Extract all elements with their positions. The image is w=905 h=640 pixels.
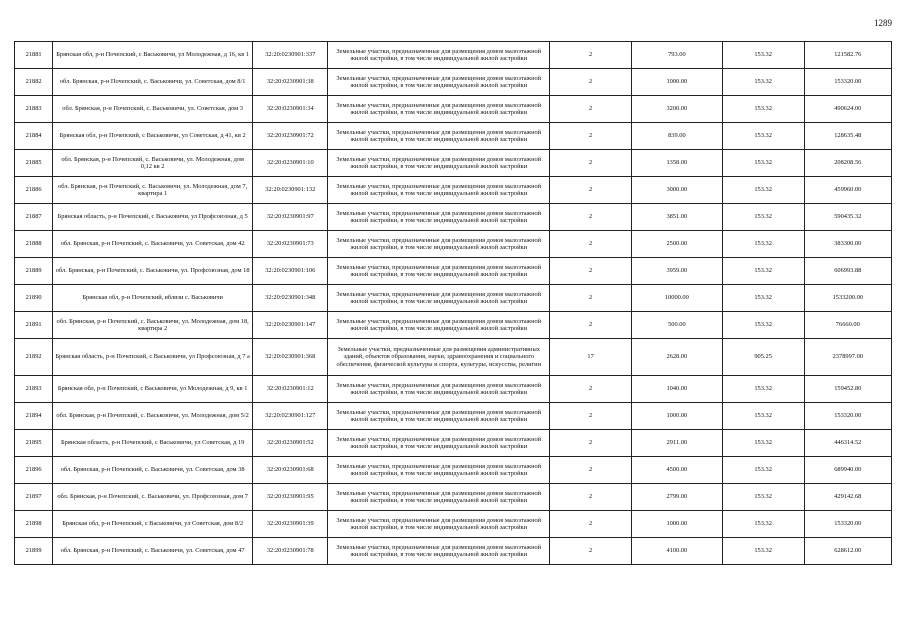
page-number: 1289: [874, 18, 892, 28]
cadastral-value-cell: 459960.00: [804, 177, 891, 204]
use-group-cell: 2: [550, 96, 632, 123]
cadastral-number-cell: 32:20:0230901:78: [253, 538, 328, 565]
row-number-cell: 21894: [15, 403, 53, 430]
address-cell: обл. Брянская, р-н Почепский, с. Васьковичи, ул. Молодежная, дом 5/2: [53, 403, 253, 430]
row-number-cell: 21899: [15, 538, 53, 565]
cadastral-value-cell: 590435.32: [804, 204, 891, 231]
address-cell: обл. Брянская, р-н Почепский, с. Васьковичи, ул. Молодежная, дом 18, квартира 2: [53, 312, 253, 339]
cadastral-value-cell: 153320.00: [804, 403, 891, 430]
cadastral-value-cell: 153320.00: [804, 69, 891, 96]
area-cell: 2799.00: [632, 484, 723, 511]
area-cell: 4100.00: [632, 538, 723, 565]
cadastral-number-cell: 32:20:0230901:97: [253, 204, 328, 231]
permitted-use-cell: Земельные участки, предназначенные для размещения домов малоэтажной жилой застройки, в том числе индивидуальной жилой застройки: [328, 285, 550, 312]
table-row: [15, 430, 892, 457]
area-cell: 839.00: [632, 123, 723, 150]
table-row: [15, 285, 892, 312]
cadastral-number-cell: 32:20:0230901:34: [253, 96, 328, 123]
specific-value-cell: 153.32: [722, 204, 804, 231]
row-number-cell: 21898: [15, 511, 53, 538]
cadastral-number-cell: 32:20:0230901:73: [253, 231, 328, 258]
cadastral-number-cell: 32:20:0230901:39: [253, 511, 328, 538]
row-number-cell: 21890: [15, 285, 53, 312]
permitted-use-cell: Земельные участки, предназначенные для размещения домов малоэтажной жилой застройки, в том числе индивидуальной жилой застройки: [328, 258, 550, 285]
permitted-use-cell: Земельные участки, предназначенные для размещения домов малоэтажной жилой застройки, в том числе индивидуальной жилой застройки: [328, 376, 550, 403]
cadastral-value-cell: 2378997.00: [804, 339, 891, 376]
address-cell: обл. Брянская, р-н Почепский, с. Васьковичи, ул. Советская, дом 38: [53, 457, 253, 484]
table-row: [15, 231, 892, 258]
permitted-use-cell: Земельные участки, предназначенные для размещения домов малоэтажной жилой застройки, в том числе индивидуальной жилой застройки: [328, 430, 550, 457]
table-row: [15, 484, 892, 511]
use-group-cell: 2: [550, 42, 632, 69]
permitted-use-cell: Земельные участки, предназначенные для размещения домов малоэтажной жилой застройки, в том числе индивидуальной жилой застройки: [328, 457, 550, 484]
cadastral-value-cell: 490624.00: [804, 96, 891, 123]
specific-value-cell: 153.32: [722, 150, 804, 177]
specific-value-cell: 153.32: [722, 96, 804, 123]
table-body: [15, 42, 892, 565]
address-cell: Брянская обл, р-н Почепский, с Васьковичи, ул Молодежная, д 16, кв 1: [53, 42, 253, 69]
permitted-use-cell: Земельные участки, предназначенные для размещения домов малоэтажной жилой застройки, в том числе индивидуальной жилой застройки: [328, 484, 550, 511]
cadastral-value-table: [14, 41, 892, 565]
use-group-cell: 2: [550, 538, 632, 565]
area-cell: 2628.00: [632, 339, 723, 376]
row-number-cell: 21881: [15, 42, 53, 69]
row-number-cell: 21887: [15, 204, 53, 231]
area-cell: 3000.00: [632, 177, 723, 204]
cadastral-value-cell: 159452.80: [804, 376, 891, 403]
row-number-cell: 21889: [15, 258, 53, 285]
row-number-cell: 21897: [15, 484, 53, 511]
address-cell: обл. Брянская, р-н Почепский, с. Васьковичи, ул. Советская, дом 8/1: [53, 69, 253, 96]
cadastral-number-cell: 32:20:0230901:132: [253, 177, 328, 204]
cadastral-number-cell: 32:20:0230901:68: [253, 457, 328, 484]
use-group-cell: 17: [550, 339, 632, 376]
cadastral-number-cell: 32:20:0230901:10: [253, 150, 328, 177]
specific-value-cell: 153.32: [722, 258, 804, 285]
permitted-use-cell: Земельные участки, предназначенные для размещения домов малоэтажной жилой застройки, в том числе индивидуальной жилой застройки: [328, 231, 550, 258]
address-cell: Брянская обл, р-н Почепский, с Васьковичи, ул Советская, дом 8/2: [53, 511, 253, 538]
cadastral-value-cell: 429142.68: [804, 484, 891, 511]
address-cell: обл. Брянская, р-н Почепский, с. Васьковичи, ул. Советская, дом 42: [53, 231, 253, 258]
area-cell: 3200.00: [632, 96, 723, 123]
row-number-cell: 21893: [15, 376, 53, 403]
cadastral-number-cell: 32:20:0230901:348: [253, 285, 328, 312]
address-cell: обл. Брянская, р-н Почепский, с. Васьковичи, ул. Советская, дом 3: [53, 96, 253, 123]
permitted-use-cell: Земельные участки, предназначенные для размещения домов малоэтажной жилой застройки, в том числе индивидуальной жилой застройки: [328, 204, 550, 231]
area-cell: 1000.00: [632, 511, 723, 538]
area-cell: 1358.00: [632, 150, 723, 177]
table-row: [15, 339, 892, 376]
use-group-cell: 2: [550, 285, 632, 312]
address-cell: Брянская область, р-н Почепский, с Васьковичи, ул Профсоюзная, д 5: [53, 204, 253, 231]
address-cell: обл. Брянская, р-н Почепский, с. Васьковичи, ул. Советская, дом 47: [53, 538, 253, 565]
permitted-use-cell: Земельные участки, предназначенные для размещения домов малоэтажной жилой застройки, в том числе индивидуальной жилой застройки: [328, 312, 550, 339]
specific-value-cell: 153.32: [722, 231, 804, 258]
cadastral-value-cell: 121582.76: [804, 42, 891, 69]
use-group-cell: 2: [550, 177, 632, 204]
row-number-cell: 21884: [15, 123, 53, 150]
permitted-use-cell: Земельные участки, предназначенные для размещения домов малоэтажной жилой застройки, в том числе индивидуальной жилой застройки: [328, 538, 550, 565]
use-group-cell: 2: [550, 457, 632, 484]
area-cell: 2911.00: [632, 430, 723, 457]
row-number-cell: 21882: [15, 69, 53, 96]
row-number-cell: 21885: [15, 150, 53, 177]
specific-value-cell: 153.32: [722, 312, 804, 339]
address-cell: обл. Брянская, р-н Почепский, с. Васьковичи, ул. Молодежная, дом 7, квартира 1: [53, 177, 253, 204]
row-number-cell: 21883: [15, 96, 53, 123]
table-row: [15, 538, 892, 565]
address-cell: обл. Брянская, р-н Почепский, с. Васьковичи, ул. Профсоюзная, дом 7: [53, 484, 253, 511]
row-number-cell: 21891: [15, 312, 53, 339]
use-group-cell: 2: [550, 258, 632, 285]
use-group-cell: 2: [550, 69, 632, 96]
table-row: [15, 150, 892, 177]
use-group-cell: 2: [550, 403, 632, 430]
permitted-use-cell: Земельные участки, предназначенные для размещения домов малоэтажной жилой застройки, в том числе индивидуальной жилой застройки: [328, 42, 550, 69]
cadastral-value-cell: 446314.52: [804, 430, 891, 457]
permitted-use-cell: Земельные участки, предназначенные для размещения домов малоэтажной жилой застройки, в том числе индивидуальной жилой застройки: [328, 150, 550, 177]
cadastral-value-cell: 1533200.00: [804, 285, 891, 312]
use-group-cell: 2: [550, 430, 632, 457]
specific-value-cell: 153.32: [722, 511, 804, 538]
row-number-cell: 21896: [15, 457, 53, 484]
cadastral-number-cell: 32:20:0230901:95: [253, 484, 328, 511]
table-row: [15, 258, 892, 285]
address-cell: Брянская обл, р-н Почепский, с Васьковичи, ул Молодежная, д 9, кв 1: [53, 376, 253, 403]
specific-value-cell: 153.32: [722, 69, 804, 96]
cadastral-number-cell: 32:20:0230901:38: [253, 69, 328, 96]
row-number-cell: 21892: [15, 339, 53, 376]
cadastral-number-cell: 32:20:0230901:127: [253, 403, 328, 430]
cadastral-number-cell: 32:20:0230901:368: [253, 339, 328, 376]
use-group-cell: 2: [550, 231, 632, 258]
cadastral-value-cell: 153320.00: [804, 511, 891, 538]
address-cell: Брянская область, р-н Почепский, с Васьковичи, ул Советская, д 19: [53, 430, 253, 457]
use-group-cell: 2: [550, 150, 632, 177]
permitted-use-cell: Земельные участки, предназначенные для размещения домов малоэтажной жилой застройки, в том числе индивидуальной жилой застройки: [328, 123, 550, 150]
specific-value-cell: 153.32: [722, 484, 804, 511]
cadastral-value-cell: 208208.56: [804, 150, 891, 177]
permitted-use-cell: Земельные участки, предназначенные для размещения домов малоэтажной жилой застройки, в том числе индивидуальной жилой застройки: [328, 69, 550, 96]
permitted-use-cell: Земельные участки, предназначенные для размещения домов малоэтажной жилой застройки, в том числе индивидуальной жилой застройки: [328, 96, 550, 123]
area-cell: 1040.00: [632, 376, 723, 403]
row-number-cell: 21888: [15, 231, 53, 258]
address-cell: обл. Брянская, р-н Почепский, с. Васьковичи, ул. Молодежная, дом 0,12 кв 2: [53, 150, 253, 177]
address-cell: Брянская обл, р-н Почепский, с Васьковичи, ул Советская, д 41, кв 2: [53, 123, 253, 150]
cadastral-value-cell: 383300.00: [804, 231, 891, 258]
area-cell: 1000.00: [632, 403, 723, 430]
permitted-use-cell: Земельные участки, предназначенные для размещения домов малоэтажной жилой застройки, в том числе индивидуальной жилой застройки: [328, 403, 550, 430]
table-row: [15, 204, 892, 231]
address-cell: Брянская обл, р-н Почепский, вблизи с. Васьковичи: [53, 285, 253, 312]
use-group-cell: 2: [550, 511, 632, 538]
specific-value-cell: 153.32: [722, 430, 804, 457]
table-row: [15, 457, 892, 484]
cadastral-value-cell: 128635.48: [804, 123, 891, 150]
area-cell: 500.00: [632, 312, 723, 339]
specific-value-cell: 153.32: [722, 376, 804, 403]
table-row: [15, 177, 892, 204]
specific-value-cell: 153.32: [722, 123, 804, 150]
address-cell: обл. Брянская, р-н Почепский, с. Васьковичи, ул. Профсоюзная, дом 18: [53, 258, 253, 285]
cadastral-value-cell: 628612.00: [804, 538, 891, 565]
specific-value-cell: 153.32: [722, 538, 804, 565]
specific-value-cell: 153.32: [722, 285, 804, 312]
cadastral-number-cell: 32:20:0230901:106: [253, 258, 328, 285]
row-number-cell: 21886: [15, 177, 53, 204]
use-group-cell: 2: [550, 123, 632, 150]
specific-value-cell: 153.32: [722, 403, 804, 430]
use-group-cell: 2: [550, 204, 632, 231]
area-cell: 3959.00: [632, 258, 723, 285]
permitted-use-cell: Земельные участки, предназначенные для размещения административных зданий, объектов образования, науки, здравоохранения и социального обеспечения, физической культуры и спорта, культуры, искусства, религии: [328, 339, 550, 376]
area-cell: 10000.00: [632, 285, 723, 312]
specific-value-cell: 153.32: [722, 457, 804, 484]
specific-value-cell: 153.32: [722, 42, 804, 69]
specific-value-cell: 905.25: [722, 339, 804, 376]
area-cell: 3851.00: [632, 204, 723, 231]
table-row: [15, 123, 892, 150]
cadastral-value-cell: 689940.00: [804, 457, 891, 484]
cadastral-number-cell: 32:20:0230901:337: [253, 42, 328, 69]
cadastral-number-cell: 32:20:0230901:52: [253, 430, 328, 457]
area-cell: 2500.00: [632, 231, 723, 258]
use-group-cell: 2: [550, 484, 632, 511]
cadastral-value-cell: 76660.00: [804, 312, 891, 339]
table-row: [15, 69, 892, 96]
cadastral-number-cell: 32:20:0230901:12: [253, 376, 328, 403]
permitted-use-cell: Земельные участки, предназначенные для размещения домов малоэтажной жилой застройки, в том числе индивидуальной жилой застройки: [328, 511, 550, 538]
permitted-use-cell: Земельные участки, предназначенные для размещения домов малоэтажной жилой застройки, в том числе индивидуальной жилой застройки: [328, 177, 550, 204]
area-cell: 4500.00: [632, 457, 723, 484]
use-group-cell: 2: [550, 312, 632, 339]
table-row: [15, 403, 892, 430]
table-row: [15, 376, 892, 403]
cadastral-value-cell: 606993.88: [804, 258, 891, 285]
row-number-cell: 21895: [15, 430, 53, 457]
table-row: [15, 511, 892, 538]
table-row: [15, 312, 892, 339]
specific-value-cell: 153.32: [722, 177, 804, 204]
use-group-cell: 2: [550, 376, 632, 403]
area-cell: 1000.00: [632, 69, 723, 96]
cadastral-number-cell: 32:20:0230901:147: [253, 312, 328, 339]
table-row: [15, 96, 892, 123]
area-cell: 793.00: [632, 42, 723, 69]
cadastral-number-cell: 32:20:0230901:72: [253, 123, 328, 150]
table-row: [15, 42, 892, 69]
address-cell: Брянская область, р-н Почепский, с Васьковичи, ул Профсоюзная, д 7 а: [53, 339, 253, 376]
